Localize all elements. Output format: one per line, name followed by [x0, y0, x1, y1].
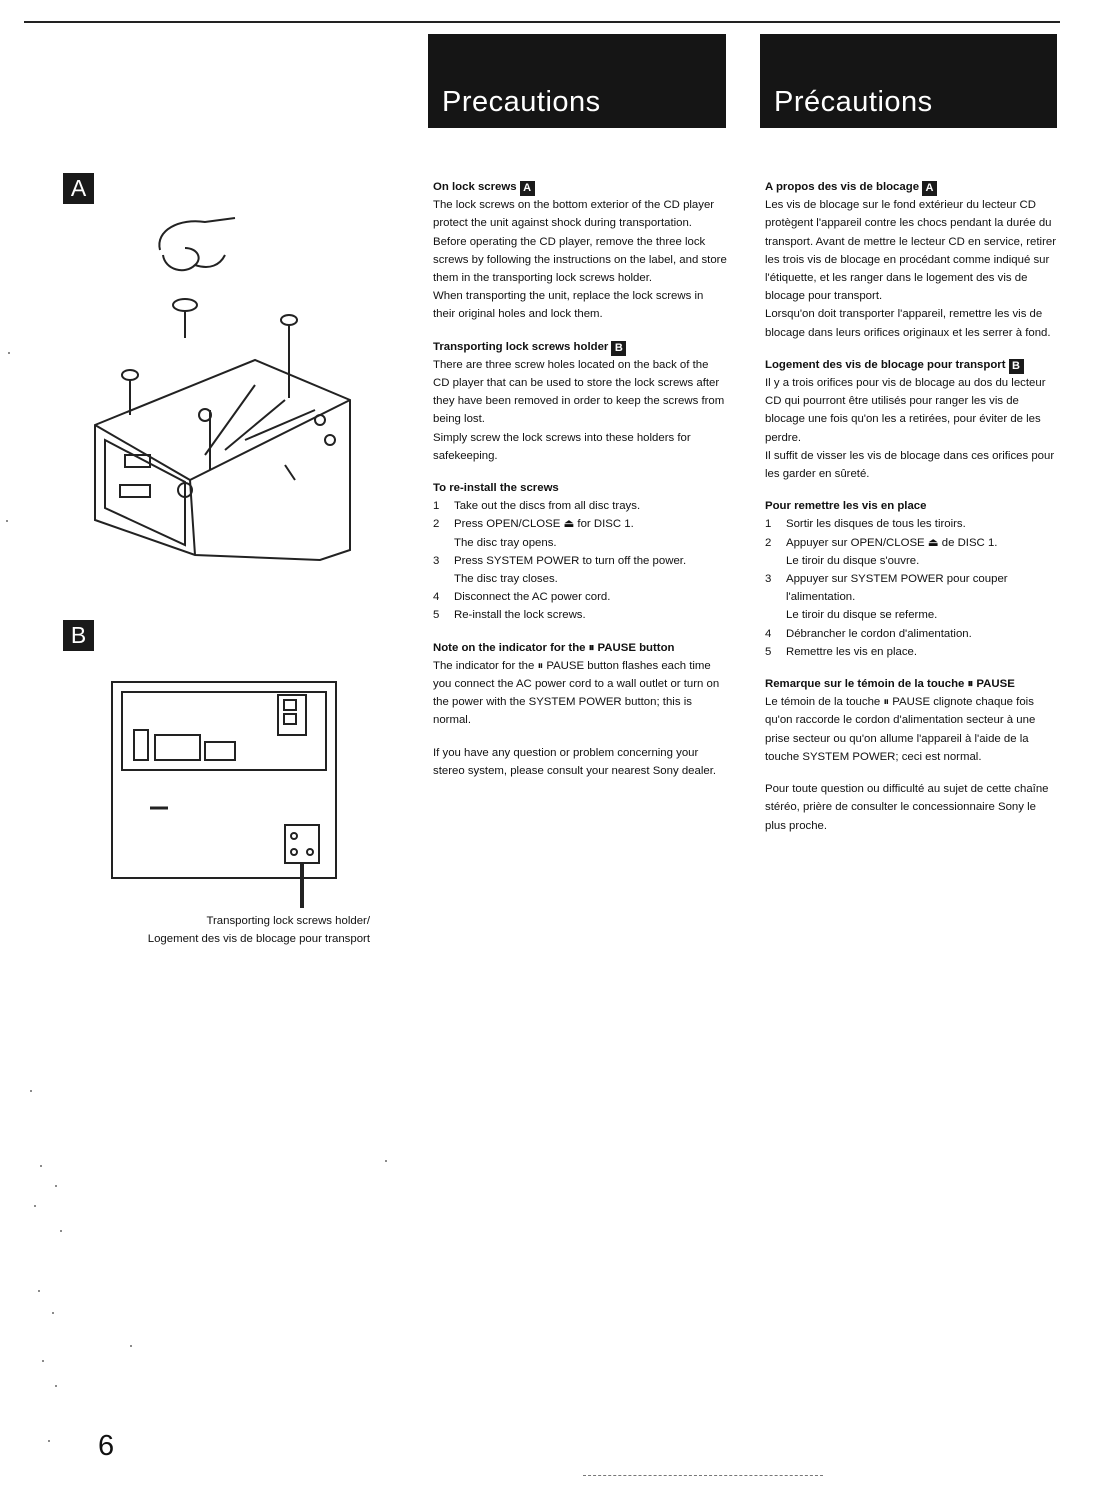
scan-speck [34, 1205, 36, 1207]
top-rule [24, 21, 1060, 23]
list-item: 4 Débrancher le cordon d'alimentation. [765, 627, 972, 640]
caption-line-2: Logement des vis de blocage pour transport [147, 933, 370, 945]
en-lock-screws-para1: The lock screws on the bottom exterior of the CD player protect the unit against shock during transportation. Before operating the CD player, remove the three lock screws by following the instructions on the label, and store them in the transporting lock screws holder. [433, 199, 727, 285]
en-pause-note-heading: Note on the indicator for the ⏸ PAUSE button [433, 641, 675, 654]
fr-pause-note-heading: Remarque sur le témoin de la touche ⏸ PAUSE [765, 678, 1015, 691]
scan-speck [30, 1090, 32, 1092]
fr-steps-list [765, 515, 1060, 661]
caption-line-1: Transporting lock screws holder/ [206, 915, 370, 927]
badge-a-inline: A [922, 181, 937, 196]
list-item: The disc tray closes. [454, 573, 558, 586]
scan-speck [38, 1290, 40, 1292]
en-lock-screws-heading: On lock screws A [433, 178, 728, 196]
list-item: Le tiroir du disque se referme. [786, 609, 938, 622]
list-item: Le tiroir du disque s'ouvre. [786, 554, 920, 567]
figure-b-caption [80, 912, 370, 948]
fr-holder-para1: Il y a trois orifices pour vis de blocage au dos du lecteur CD qui pourront être utilisés pour ranger les vis de blocage une fois qu'on les a retirées, pour éviter de les perdre. [765, 377, 1046, 444]
list-item: 3 Appuyer sur SYSTEM POWER pour couper l'alimentation. [765, 573, 1008, 604]
precautions-banner-en [428, 34, 726, 128]
figure-a-illustration [85, 210, 365, 570]
scan-speck [55, 1185, 57, 1187]
badge-b-inline: B [611, 341, 626, 356]
badge-a-inline: A [520, 181, 535, 196]
scan-speck [42, 1360, 44, 1362]
list-item: 5 Re-install the lock screws. [433, 609, 586, 622]
en-holder-heading: Transporting lock screws holder B [433, 338, 728, 356]
scan-speck [60, 1230, 62, 1232]
scan-speck [385, 1160, 387, 1162]
fr-lock-screws-heading: A propos des vis de blocage A [765, 178, 1060, 196]
scan-speck [48, 1440, 50, 1442]
banner-title-en: Precautions [442, 86, 601, 118]
list-item: 3 Press SYSTEM POWER to turn off the power. [433, 554, 687, 567]
en-dealer-para: If you have any question or problem concerning your stereo system, please consult your nearest Sony dealer. [433, 746, 717, 777]
en-holder-para2: Simply screw the lock screws into these holders for safekeeping. [433, 431, 691, 462]
figure-badge-b: B [63, 620, 94, 651]
french-column [765, 178, 1060, 835]
badge-b-inline: B [1009, 359, 1024, 374]
fr-reinstall-heading: Pour remettre les vis en place [765, 500, 927, 513]
fr-lock-screws-para2: Lorsqu'on doit transporter l'appareil, remettre les vis de blocage dans leurs orifices originaux et les serrer à fond. [765, 308, 1051, 339]
scan-speck [40, 1165, 42, 1167]
scan-speck [6, 520, 8, 522]
list-item: The disc tray opens. [454, 536, 557, 549]
en-lock-screws-para2: When transporting the unit, replace the lock screws in their original holes and lock them. [433, 290, 704, 321]
list-item: 1 Take out the discs from all disc trays. [433, 500, 641, 513]
page-number: 6 [98, 1430, 115, 1462]
scan-speck [8, 352, 10, 354]
list-item: 5 Remettre les vis en place. [765, 645, 918, 658]
scan-speck [130, 1345, 132, 1347]
en-steps-list [433, 497, 728, 624]
list-item: 1 Sortir les disques de tous les tiroirs. [765, 518, 966, 531]
en-pause-note-para: The indicator for the ⏸ PAUSE button flashes each time you connect the AC power cord to a wall outlet or turn on the power with the SYSTEM POWER button; this is normal. [433, 659, 720, 727]
precautions-banner-fr [760, 34, 1057, 128]
scan-speck [55, 1385, 57, 1387]
fr-dealer-para: Pour toute question ou difficulté au sujet de cette chaîne stéréo, prière de consulter le concessionnaire Sony le plus proche. [765, 783, 1049, 832]
english-column [433, 178, 728, 780]
banner-title-fr: Précautions [774, 86, 933, 118]
figure-badge-a: A [63, 173, 94, 204]
en-reinstall-heading: To re-install the screws [433, 482, 559, 495]
fr-holder-para2: Il suffit de visser les vis de blocage dans ces orifices pour les garder en sûreté. [765, 449, 1055, 481]
scan-speck [52, 1312, 54, 1314]
en-holder-para1: There are three screw holes located on the back of the CD player that can be used to store the lock screws after they have been removed in order to keep the screws from being lost. [433, 358, 725, 426]
list-item: 2 Press OPEN/CLOSE ⏏ for DISC 1. [433, 518, 634, 531]
figure-b-illustration [110, 680, 340, 910]
fr-pause-note-para: Le témoin de la touche ⏸ PAUSE clignote chaque fois qu'on raccorde le cordon d'alimentation secteur à une prise secteur ou qu'on allume l'appareil à l'aide de la touche SYSTEM POWER; ceci est normal. [765, 696, 1036, 763]
list-item: 2 Appuyer sur OPEN/CLOSE ⏏ de DISC 1. [765, 536, 998, 549]
fr-holder-heading: Logement des vis de blocage pour transport B [765, 356, 1060, 374]
fr-lock-screws-para1: Les vis de blocage sur le fond extérieur du lecteur CD protègent l'appareil contre les chocs pendant la durée du transport. Avant de mettre le lecteur CD en service, retirer les trois vis de blocage en procédant comme indiqué sur l'étiquette, et les ranger dans le logement des vis de blocage pour transport. [765, 199, 1057, 303]
list-item: 4 Disconnect the AC power cord. [433, 591, 611, 604]
bottom-dashed-rule [583, 1475, 823, 1476]
